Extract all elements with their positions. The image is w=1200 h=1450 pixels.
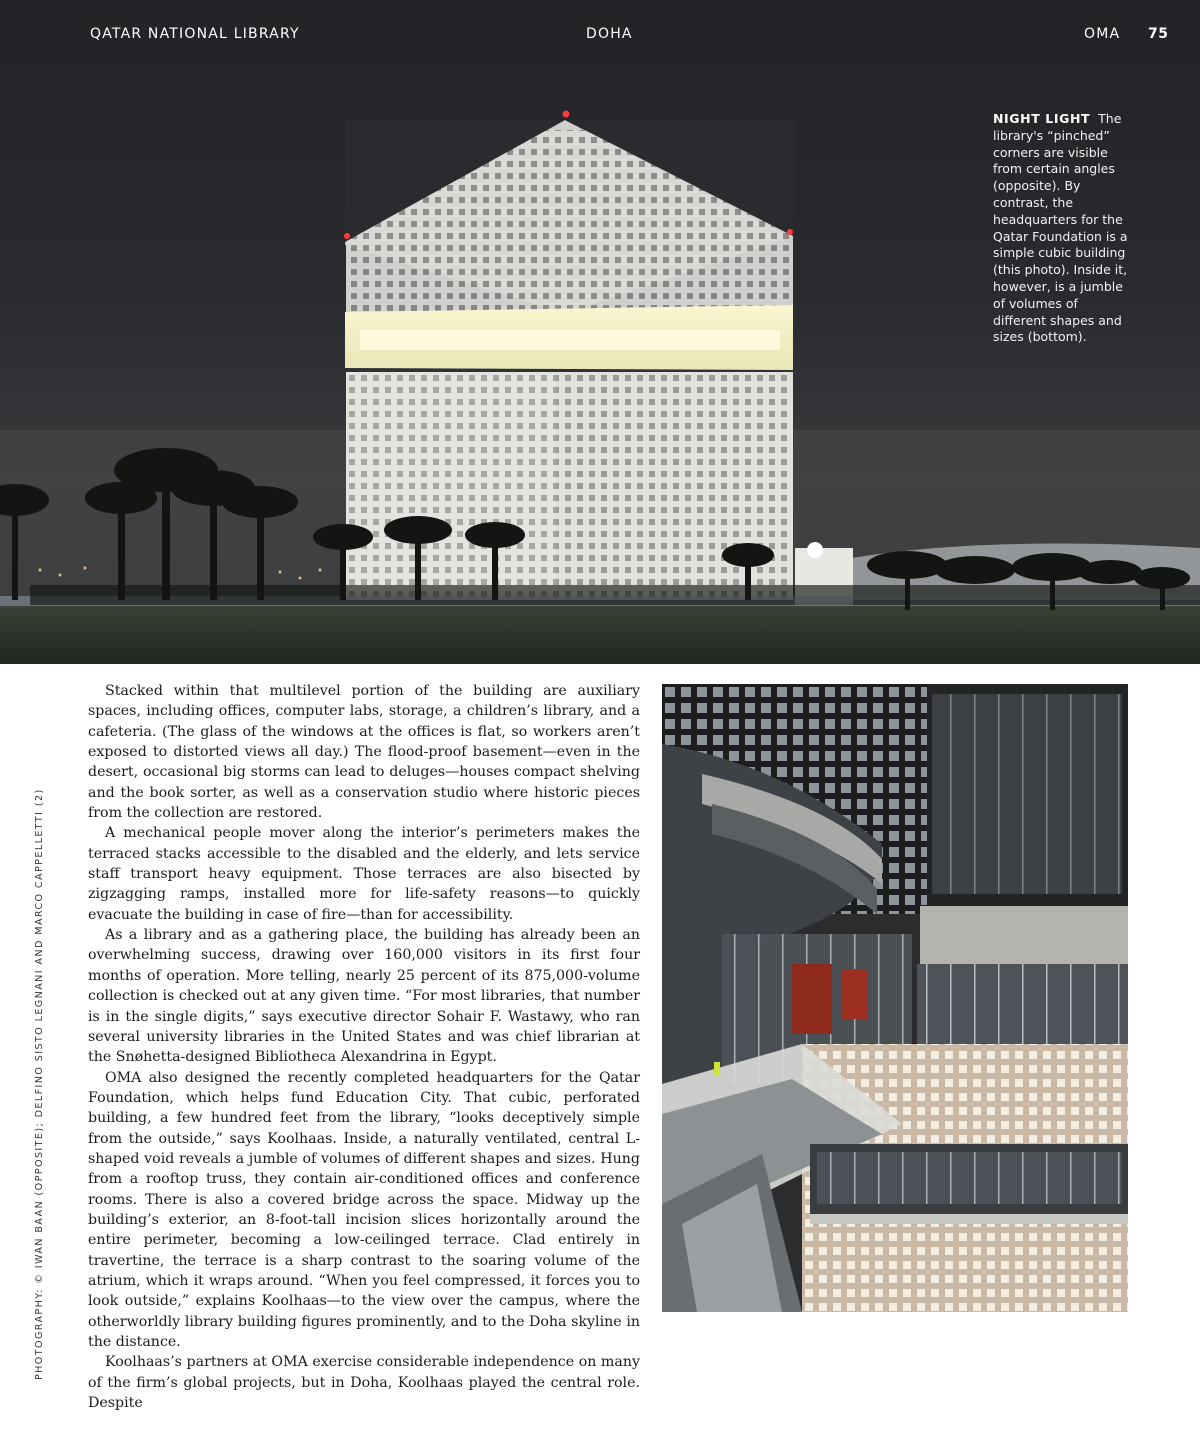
photo-credit: PHOTOGRAPHY: © IWAN BAAN (OPPOSITE); DELFINO SISTO LEGNANI AND MARCO CAPPELLETTI (2) [34, 788, 45, 1380]
page-number: 75 [1148, 26, 1169, 42]
photo-caption [993, 111, 1128, 346]
article-paragraph: Stacked within that multilevel portion of the building are auxiliary spaces, including offices, computer labs, storage, a children’s library, and a cafeteria. (The glass of the windows at the offices is flat, so workers aren’t exposed to distorted views all day.) The flood-proof basement—even in the desert, occasional big storms can lead to deluges—houses compact shelving and the book sorter, as well as a conservation studio where historic pieces from the collection are restored. [88, 683, 640, 822]
interior-photo-illustration [662, 684, 1128, 1312]
caption-text: The library's “pinched” corners are visible from certain angles (opposite). By contrast, the headquarters for the Qatar Foundation is a simple cubic building (this photo). Inside it, however, is a jumble of volumes of different shapes and sizes (bottom). [993, 111, 1128, 345]
running-header-firm: OMA [1084, 26, 1121, 42]
article-paragraph: As a library and as a gathering place, the building has already been an overwhelming success, drawing over 160,000 visitors in its first four months of operation. More telling, nearly 25 percent of its 875,000-volume collection is checked out at any given time. “For most libraries, that number is in the single digits,” says executive director Sohair F. Wastawy, who ran several university libraries in the United States and was chief librarian at the Snøhetta-designed Bibliotheca Alexandrina in Egypt. [88, 927, 640, 1066]
article-paragraph: Koolhaas’s partners at OMA exercise considerable independence on many of the firm’s global projects, but in Doha, Koolhaas played the central role. Despite [88, 1354, 640, 1412]
interior-atrium-photo [662, 684, 1128, 1312]
hero-photo-qatar-foundation [0, 0, 1200, 664]
article-body [88, 681, 640, 1413]
article-paragraph: A mechanical people mover along the interior’s perimeters makes the terraced stacks accessible to the disabled and the elderly, and lets service staff transport heavy equipment. Those terraces are also bisected by zigzagging ramps, installed more for life-safety reasons—to quickly evacuate the building in case of fire—than for accessibility. [88, 825, 640, 923]
caption-title: NIGHT LIGHT [993, 111, 1091, 126]
running-header-location: DOHA [586, 26, 633, 42]
running-header-section: QATAR NATIONAL LIBRARY [90, 26, 300, 42]
article-paragraph: OMA also designed the recently completed headquarters for the Qatar Foundation, which helps fund Education City. That cubic, perforated building, a few hundred feet from the library, “looks deceptively simple from the outside,” says Koolhaas. Inside, a naturally ventilated, central L-shaped void reveals a jumble of volumes of different shapes and sizes. Hung from a rooftop truss, they contain air-conditioned offices and conference rooms. There is also a covered bridge across the space. Midway up the building’s exterior, an 8-foot-tall incision slices horizontally around the entire perimeter, becoming a low-ceilinged terrace. Clad entirely in travertine, the terrace is a sharp contrast to the soaring volume of the atrium, which it wraps around. “When you feel compressed, it forces you to look outside,” explains Koolhaas—to the view over the campus, where the otherworldly library building figures prominently, and to the Doha skyline in the distance. [88, 1069, 640, 1350]
